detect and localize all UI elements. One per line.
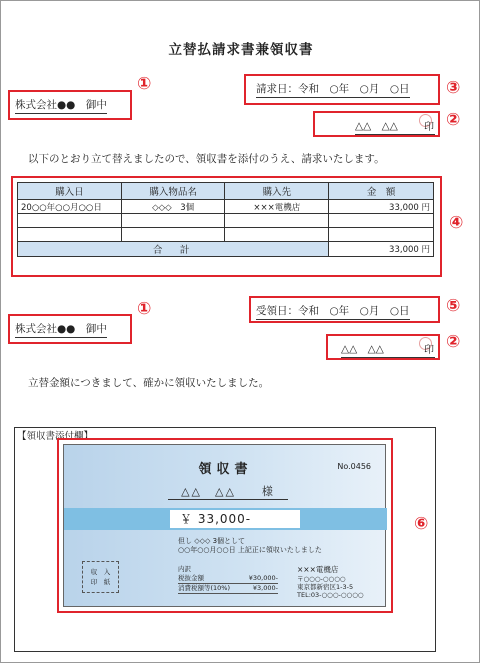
document-title: 立替払請求書兼領収書 <box>168 42 314 58</box>
header-amount: 金 額 <box>329 183 434 200</box>
shop-address: 東京都新宿区1-3-5 <box>297 583 354 591</box>
cell-item: ◇◇◇ 3個 <box>121 200 225 214</box>
breakdown-title: 内訳 <box>178 565 191 573</box>
header-vendor: 購入先 <box>225 183 329 200</box>
table-row <box>18 228 434 242</box>
table-row <box>18 200 434 214</box>
intro-text: 以下のとおり立て替えましたので、領収書を添付のうえ、請求いたします。 <box>28 153 385 165</box>
total-value: 33,000 円 <box>329 242 434 257</box>
cell-vendor <box>225 228 329 242</box>
marker-6: ⑥ <box>414 514 429 534</box>
marker-2-top: ② <box>446 110 461 130</box>
cell-vendor: ×××電機店 <box>225 200 329 214</box>
total-label: 合 計 <box>18 242 329 257</box>
company-name-mid: 株式会社●● 御中 <box>15 321 107 338</box>
shop-name: ×××電機店 <box>297 565 339 574</box>
stamp-label-line2: 印 紙 <box>90 578 111 586</box>
breakdown-row <box>178 574 278 584</box>
revenue-stamp-box <box>82 561 119 593</box>
seal-label-mid: 印 <box>424 345 434 356</box>
confirm-text: 立替金額につきまして、確かに領収いたしました。 <box>28 377 270 389</box>
breakdown-row1-value: ¥30,000- <box>248 574 278 582</box>
breakdown-row2-value: ¥3,000- <box>252 584 278 592</box>
receipt-memo-line2: ○○年○○月○○日 上記正に領収いたしました <box>178 546 322 554</box>
receipt-image <box>63 444 386 607</box>
cell-vendor <box>225 214 329 228</box>
marker-2-mid: ② <box>446 332 461 352</box>
request-date: 請求日：令和 ○年 ○月 ○日 <box>256 81 410 98</box>
shop-zip: 〒○○○-○○○○ <box>297 575 346 583</box>
breakdown-row2-label: 消費税額等(10%) <box>178 584 231 592</box>
signer-name-top-text: △△ △△ <box>355 120 398 132</box>
table-total-row <box>18 242 434 257</box>
receipt-memo-line1: 但し ◇◇◇ 3個として <box>178 537 246 545</box>
receipt-memo <box>178 537 322 555</box>
cell-amount <box>329 228 434 242</box>
receipt-title: 領収書 <box>198 462 253 477</box>
breakdown-row <box>178 584 278 594</box>
receipt-breakdown <box>178 565 278 594</box>
purchase-table <box>17 182 434 257</box>
signer-name-mid-text: △△ △△ <box>341 343 384 355</box>
marker-3: ③ <box>446 78 461 98</box>
cell-date: 20○○年○○月○○日 <box>18 200 122 214</box>
cell-item <box>121 228 225 242</box>
breakdown-row1-label: 税抜金額 <box>178 574 204 582</box>
marker-4: ④ <box>449 213 464 233</box>
table-header-row <box>18 183 434 200</box>
table-row <box>18 214 434 228</box>
attachment-label: 【領収書添付欄】 <box>17 431 94 442</box>
marker-1-top: ① <box>137 74 152 94</box>
cell-date <box>18 228 122 242</box>
header-purchase-date: 購入日 <box>18 183 122 200</box>
header-item-name: 購入物品名 <box>121 183 225 200</box>
receipt-number: No.0456 <box>337 462 371 471</box>
cell-amount: 33,000 円 <box>329 200 434 214</box>
cell-date <box>18 214 122 228</box>
cell-item <box>121 214 225 228</box>
marker-5: ⑤ <box>446 296 461 316</box>
receipt-shop-info <box>297 565 364 599</box>
shop-tel: TEL:03-○○○-○○○○ <box>297 591 364 599</box>
seal-label-top: 印 <box>424 122 434 133</box>
company-name-top: 株式会社●● 御中 <box>15 97 107 114</box>
marker-1-mid: ① <box>137 299 152 319</box>
cell-amount <box>329 214 434 228</box>
receipt-addressee: △△ △△ 様 <box>168 483 288 500</box>
receipt-amount: ￥ 33,000- <box>170 510 300 528</box>
stamp-label-line1: 収 入 <box>90 568 111 576</box>
receipt-date: 受領日：令和 ○年 ○月 ○日 <box>256 303 410 320</box>
